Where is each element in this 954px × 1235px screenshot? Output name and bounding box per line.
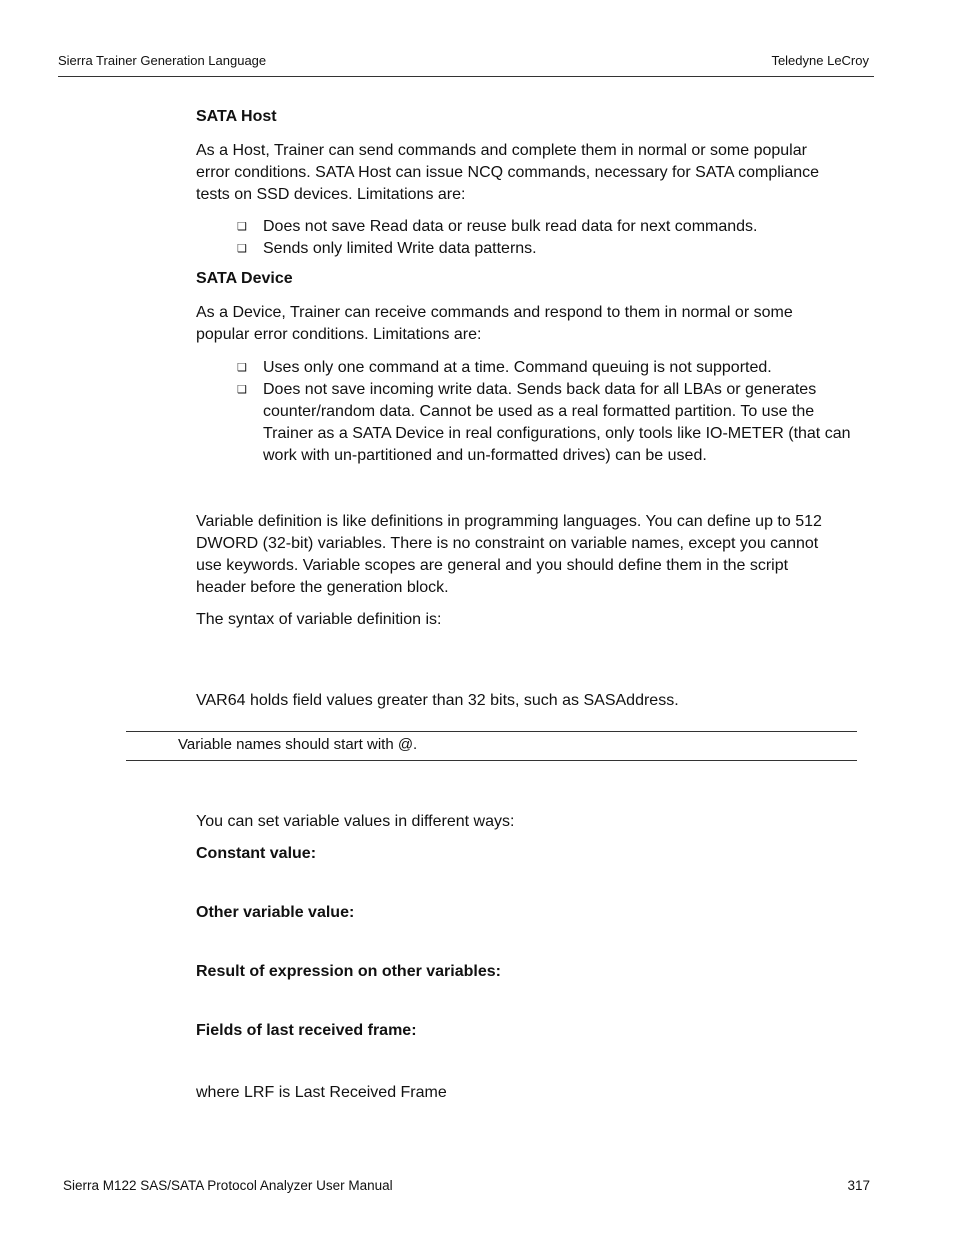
- syntax-text: The syntax of variable definition is:: [196, 611, 442, 628]
- lrf-text: where LRF is Last Received Frame: [196, 1084, 447, 1101]
- expression-heading: Result of expression on other variables:: [196, 963, 501, 980]
- text-line: DWORD (32-bit) variables. There is no constraint on variable names, except you cannot: [196, 535, 819, 552]
- header-rule: [58, 76, 874, 77]
- text-line: counter/random data. Cannot be used as a real formatted partition. To use the: [263, 403, 815, 420]
- text-line: header before the generation block.: [196, 579, 449, 596]
- text-line: work with un-partitioned and un-formatted drives) can be used.: [263, 447, 707, 464]
- var64-text: VAR64 holds field values greater than 32 bits, such as SASAddress.: [196, 692, 679, 709]
- text-line: Does not save incoming write data. Sends back data for all LBAs or generates: [263, 381, 817, 398]
- text-line: As a Host, Trainer can send commands and complete them in normal or some popular: [196, 142, 807, 159]
- sata-host-bullet-1: Does not save Read data or reuse bulk read data for next commands.: [263, 218, 758, 235]
- footer-title: Sierra M122 SAS/SATA Protocol Analyzer User Manual: [63, 1178, 393, 1193]
- text-line: Variable definition is like definitions in programming languages. You can define up to 512: [196, 513, 822, 530]
- text-line: As a Device, Trainer can receive commands and respond to them in normal or some: [196, 304, 793, 321]
- note-text: Variable names should start with @.: [178, 736, 418, 753]
- page-number: 317: [847, 1178, 870, 1193]
- checkbox-bullet-icon: ❑: [237, 243, 247, 255]
- sata-device-bullet-2: [263, 379, 851, 467]
- note-top-rule: [126, 731, 857, 732]
- text-line: tests on SSD devices. Limitations are:: [196, 186, 466, 203]
- running-header-title: Sierra Trainer Generation Language: [58, 53, 267, 68]
- text-line: use keywords. Variable scopes are general and you should define them in the script: [196, 557, 789, 574]
- checkbox-bullet-icon: ❑: [237, 221, 247, 233]
- running-header-company: Teledyne LeCroy: [771, 53, 869, 68]
- variables-paragraph: [196, 511, 822, 599]
- note-bottom-rule: [126, 760, 857, 761]
- text-line: error conditions. SATA Host can issue NCQ commands, necessary for SATA compliance: [196, 164, 820, 181]
- set-values-intro: You can set variable values in different ways:: [196, 813, 515, 830]
- text-line: popular error conditions. Limitations are:: [196, 326, 482, 343]
- checkbox-bullet-icon: ❑: [237, 384, 247, 396]
- sata-host-heading: SATA Host: [196, 108, 277, 125]
- text-line: Trainer as a SATA Device in real configurations, only tools like IO-METER (that can: [263, 425, 851, 442]
- constant-value-heading: Constant value:: [196, 845, 317, 862]
- other-variable-heading: Other variable value:: [196, 904, 355, 921]
- fields-heading: Fields of last received frame:: [196, 1022, 417, 1039]
- sata-device-heading: SATA Device: [196, 270, 293, 287]
- checkbox-bullet-icon: ❑: [237, 362, 247, 374]
- sata-host-bullet-2: Sends only limited Write data patterns.: [263, 240, 537, 257]
- sata-device-bullet-1: Uses only one command at a time. Command queuing is not supported.: [263, 359, 772, 376]
- sata-device-paragraph: [196, 302, 793, 346]
- sata-host-paragraph: [196, 140, 819, 206]
